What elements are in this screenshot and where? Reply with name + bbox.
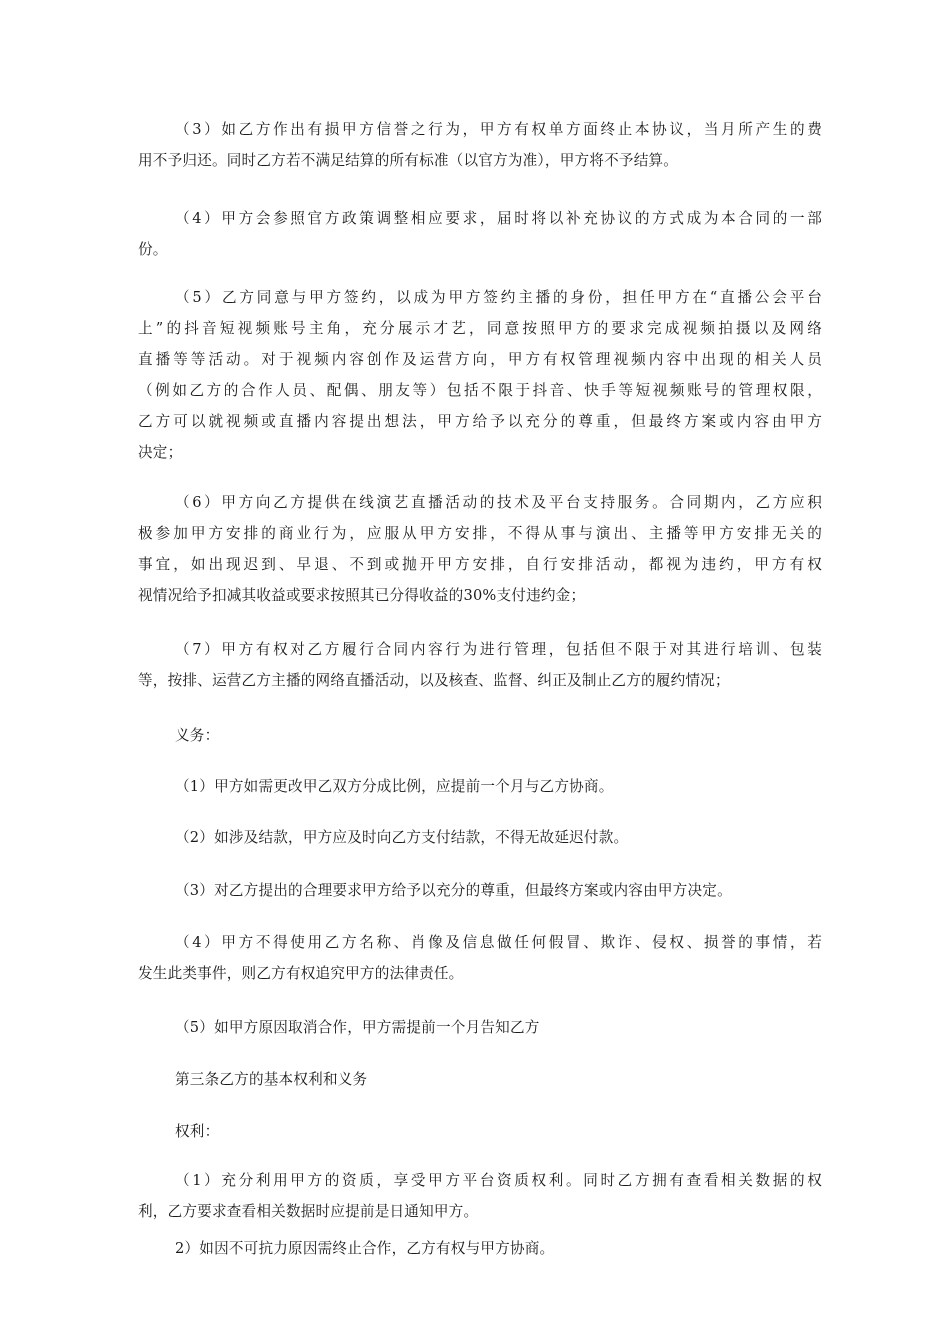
text-line: 直播等等活动。对于视频内容创作及运营方向，甲方有权管理视频内容中出现的相关人员	[138, 351, 822, 368]
text-line: 义务：	[175, 727, 220, 744]
text-line: 极参加甲方安排的商业行为，应服从甲方安排，不得从事与演出、主播等甲方安排无关的	[138, 525, 822, 542]
paragraph-duty-5	[138, 1012, 822, 1043]
paragraph-right-4	[138, 203, 822, 265]
paragraph-duty-4	[138, 927, 822, 989]
text-line: 事宜，如出现迟到、早退、不到或抛开甲方安排，自行安排活动，都视为违约，甲方有权	[138, 556, 822, 573]
text-line: （4）甲方会参照官方政策调整相应要求，届时将以补充协议的方式成为本合同的一部	[175, 210, 822, 227]
text-line: （5）乙方同意与甲方签约，以成为甲方签约主播的身份，担任甲方在“直播公会平台	[175, 289, 822, 306]
paragraph-right-7	[138, 634, 822, 696]
text-line: （1）充分利用甲方的资质，享受甲方平台资质权利。同时乙方拥有查看相关数据的权	[175, 1172, 822, 1189]
text-line: （5）如甲方原因取消合作，甲方需提前一个月告知乙方	[175, 1019, 540, 1036]
article-3-title	[138, 1064, 822, 1095]
paragraph-b-right-1	[138, 1165, 822, 1227]
text-line: （3）如乙方作出有损甲方信誉之行为，甲方有权单方面终止本协议，当月所产生的费	[175, 121, 822, 138]
text-line: 决定；	[138, 444, 183, 461]
text-line: 等，按排、运营乙方主播的网络直播活动，以及核查、监督、纠正及制止乙方的履约情况；	[138, 672, 730, 689]
text-line: 份。	[138, 241, 168, 258]
text-line: （1）甲方如需更改甲乙双方分成比例，应提前一个月与乙方协商。	[175, 778, 614, 795]
text-line: 权利：	[175, 1123, 220, 1140]
text-line: 上”的抖音短视频账号主角，充分展示才艺，同意按照甲方的要求完成视频拍摄以及网络	[138, 320, 822, 337]
text-line: 2）如因不可抗力原因需终止合作，乙方有权与甲方协商。	[175, 1240, 555, 1257]
text-line: 利，乙方要求查看相关数据时应提前是日通知甲方。	[138, 1203, 479, 1220]
text-line: （2）如涉及结款，甲方应及时向乙方支付结款，不得无故延迟付款。	[175, 829, 629, 846]
paragraph-duty-2	[138, 822, 822, 853]
text-line: （7）甲方有权对乙方履行合同内容行为进行管理，包括但不限于对其进行培训、包装	[175, 641, 822, 658]
paragraph-right-6	[138, 487, 822, 611]
text-line: 第三条乙方的基本权利和义务	[175, 1071, 368, 1088]
text-line: （例如乙方的合作人员、配偶、朋友等）包括不限于抖音、快手等短视频账号的管理权限，	[138, 382, 822, 399]
text-line: 发生此类事件，则乙方有权追究甲方的法律责任。	[138, 965, 464, 982]
paragraph-duty-3	[138, 875, 822, 906]
text-line: 视情况给予扣减其收益或要求按照其已分得收益的30%支付违约金；	[138, 587, 586, 604]
text-line: 乙方可以就视频或直播内容提出想法，甲方给予以充分的尊重，但最终方案或内容由甲方	[138, 413, 822, 430]
paragraph-b-right-2	[138, 1233, 822, 1264]
duty-heading	[138, 720, 822, 751]
text-line: （6）甲方向乙方提供在线演艺直播活动的技术及平台支持服务。合同期内，乙方应积	[175, 494, 822, 511]
text-line: （3）对乙方提出的合理要求甲方给予以充分的尊重，但最终方案或内容由甲方决定。	[175, 882, 732, 899]
paragraph-right-5	[138, 282, 822, 468]
text-line: （4）甲方不得使用乙方名称、肖像及信息做任何假冒、欺诈、侵权、损誉的事情，若	[175, 934, 822, 951]
text-line: 用不予归还。同时乙方若不满足结算的所有标准（以官方为准），甲方将不予结算。	[138, 152, 679, 169]
b-rights-heading	[138, 1116, 822, 1147]
paragraph-duty-1	[138, 771, 822, 802]
paragraph-right-3	[138, 114, 822, 176]
